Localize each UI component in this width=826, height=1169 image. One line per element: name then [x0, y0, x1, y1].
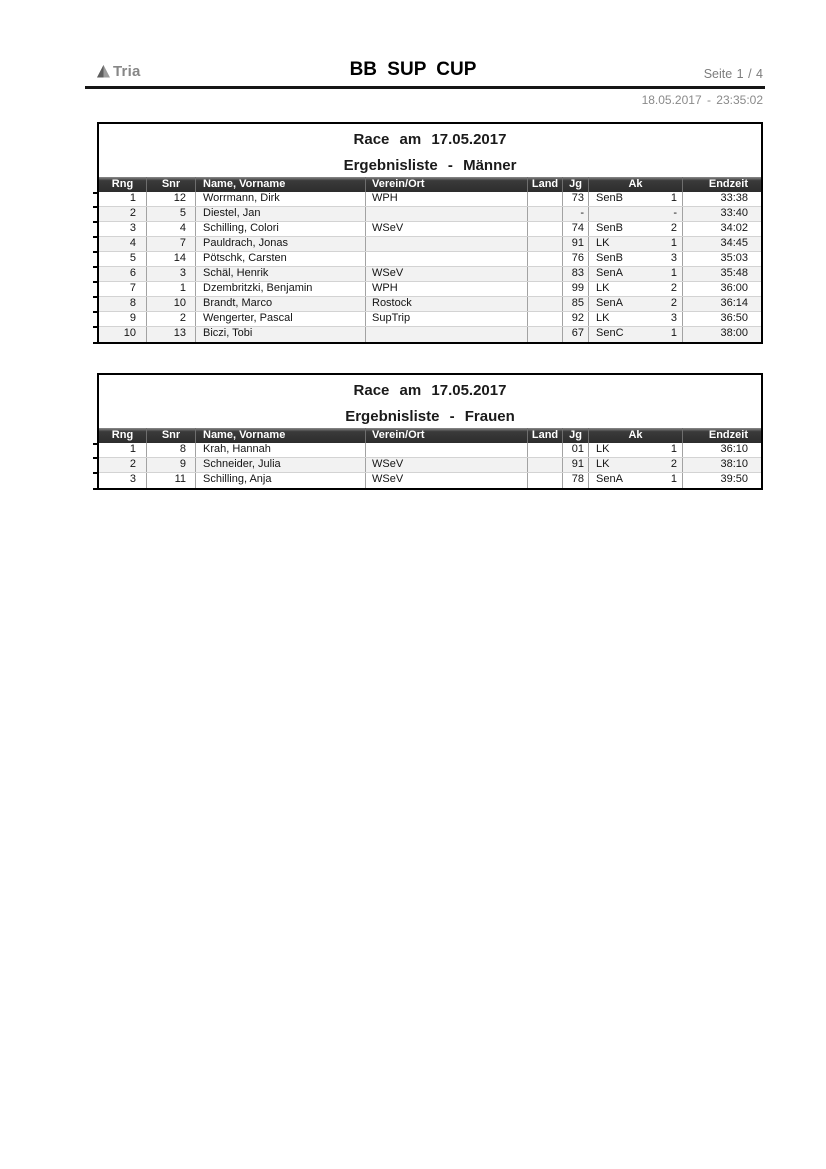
ak-rank: 1 — [670, 327, 677, 339]
cell-endzeit: 33:38 — [720, 192, 748, 204]
ak-rank: 1 — [670, 443, 677, 455]
ak-class: SenB — [596, 222, 623, 234]
table-title: Race am 17.05.2017 — [353, 131, 507, 148]
table-row — [99, 443, 761, 458]
column-header-rng: Rng — [99, 177, 147, 192]
cell-land — [528, 458, 563, 472]
cell-verein: WSeV — [366, 458, 528, 472]
column-header-verein: Verein/Ort — [366, 428, 528, 443]
cell-land — [528, 237, 563, 251]
cell-jg: 91 — [563, 458, 589, 472]
cell-endzeit: 36:00 — [720, 282, 748, 294]
ak-rank: 1 — [670, 237, 677, 249]
cell-verein: SupTrip — [366, 312, 528, 326]
column-header-snr: Snr — [147, 177, 196, 192]
cell-rng: 5 — [99, 252, 147, 266]
column-header-rng: Rng — [99, 428, 147, 443]
cell-verein: Rostock — [366, 297, 528, 311]
cell-land — [528, 443, 563, 457]
column-header-land: Land — [528, 177, 563, 192]
cell-jg: 99 — [563, 282, 589, 296]
table-row — [99, 473, 761, 488]
cell-snr: 4 — [147, 222, 196, 236]
ak-class: SenA — [596, 473, 623, 485]
cell-snr: 13 — [147, 327, 196, 342]
cell-ak — [589, 443, 683, 457]
cell-ak — [589, 207, 683, 221]
column-header-name: Name, Vorname — [196, 428, 366, 443]
ak-rank: 2 — [670, 297, 677, 309]
ak-class: SenB — [596, 252, 623, 264]
table-row — [99, 192, 761, 207]
cell-land — [528, 252, 563, 266]
cell-snr: 5 — [147, 207, 196, 221]
cell-ak — [589, 237, 683, 251]
cell-verein — [366, 237, 528, 251]
cell-endzeit: 39:50 — [720, 473, 748, 485]
cell-snr: 3 — [147, 267, 196, 281]
cell-endzeit: 34:02 — [720, 222, 748, 234]
cell-ak — [589, 312, 683, 326]
cell-snr: 1 — [147, 282, 196, 296]
cell-endzeit: 33:40 — [720, 207, 748, 219]
cell-verein — [366, 207, 528, 221]
ak-rank: - — [673, 207, 677, 219]
cell-land — [528, 282, 563, 296]
table-title-block — [99, 375, 761, 428]
ak-class: LK — [596, 443, 610, 455]
column-header-name: Name, Vorname — [196, 177, 366, 192]
column-header-ak: Ak — [589, 177, 683, 192]
cell-name: Schneider, Julia — [196, 458, 366, 472]
cell-name: Pauldrach, Jonas — [196, 237, 366, 251]
column-header-row — [99, 428, 761, 443]
cell-land — [528, 207, 563, 221]
column-header-land: Land — [528, 428, 563, 443]
cell-verein: WSeV — [366, 267, 528, 281]
cell-name: Krah, Hannah — [196, 443, 366, 457]
cell-rng: 2 — [99, 458, 147, 472]
cell-verein — [366, 443, 528, 457]
ak-class: LK — [596, 458, 610, 470]
table-rows — [99, 192, 761, 342]
tria-logo-text: Tria — [113, 63, 141, 80]
cell-ak — [589, 458, 683, 472]
cell-name: Worrmann, Dirk — [196, 192, 366, 206]
ak-rank: 1 — [670, 267, 677, 279]
document-title: BB SUP CUP — [349, 59, 477, 80]
cell-jg: 78 — [563, 473, 589, 488]
column-header-jg: Jg — [563, 428, 589, 443]
ak-rank: 3 — [670, 252, 677, 264]
cell-land — [528, 222, 563, 236]
cell-name: Schäl, Henrik — [196, 267, 366, 281]
cell-name: Pötschk, Carsten — [196, 252, 366, 266]
cell-land — [528, 312, 563, 326]
cell-jg: 01 — [563, 443, 589, 457]
cell-rng: 1 — [99, 192, 147, 206]
cell-verein: WPH — [366, 192, 528, 206]
table-rows — [99, 443, 761, 488]
cell-verein — [366, 327, 528, 342]
cell-name: Schilling, Colori — [196, 222, 366, 236]
cell-rng: 10 — [99, 327, 147, 342]
cell-name: Biczi, Tobi — [196, 327, 366, 342]
cell-jg: 74 — [563, 222, 589, 236]
ak-class: SenC — [596, 327, 624, 339]
cell-jg: 76 — [563, 252, 589, 266]
table-subtitle: Ergebnisliste - Frauen — [345, 408, 515, 425]
column-header-endzeit: Endzeit — [708, 429, 748, 441]
cell-verein — [366, 252, 528, 266]
cell-verein: WSeV — [366, 473, 528, 488]
table-row — [99, 312, 761, 327]
table-title-block — [99, 124, 761, 177]
cell-snr: 12 — [147, 192, 196, 206]
cell-rng: 3 — [99, 222, 147, 236]
cell-rng: 1 — [99, 443, 147, 457]
ak-class: SenA — [596, 297, 623, 309]
ak-rank: 3 — [670, 312, 677, 324]
cell-rng: 4 — [99, 237, 147, 251]
column-header-endzeit: Endzeit — [708, 178, 748, 190]
cell-endzeit: 34:45 — [720, 237, 748, 249]
ak-rank: 2 — [670, 222, 677, 234]
cell-snr: 8 — [147, 443, 196, 457]
ak-class: SenA — [596, 267, 623, 279]
cell-snr: 10 — [147, 297, 196, 311]
cell-verein: WSeV — [366, 222, 528, 236]
cell-endzeit: 36:10 — [720, 443, 748, 455]
results-table-maenner — [97, 122, 763, 344]
cell-endzeit: 35:48 — [720, 267, 748, 279]
cell-snr: 9 — [147, 458, 196, 472]
table-row — [99, 267, 761, 282]
cell-rng: 2 — [99, 207, 147, 221]
cell-jg: 83 — [563, 267, 589, 281]
column-header-jg: Jg — [563, 177, 589, 192]
table-row — [99, 252, 761, 267]
cell-ak — [589, 192, 683, 206]
cell-endzeit: 38:10 — [720, 458, 748, 470]
cell-jg: 67 — [563, 327, 589, 342]
table-subtitle: Ergebnisliste - Männer — [343, 157, 517, 174]
cell-rng: 8 — [99, 297, 147, 311]
ak-rank: 1 — [670, 192, 677, 204]
cell-name: Dzembritzki, Benjamin — [196, 282, 366, 296]
column-header-ak: Ak — [589, 428, 683, 443]
cell-land — [528, 327, 563, 342]
table-title: Race am 17.05.2017 — [353, 382, 507, 399]
cell-name: Brandt, Marco — [196, 297, 366, 311]
cell-land — [528, 192, 563, 206]
cell-ak — [589, 222, 683, 236]
results-tables-container — [97, 122, 763, 490]
cell-rng: 7 — [99, 282, 147, 296]
column-header-snr: Snr — [147, 428, 196, 443]
table-row — [99, 297, 761, 312]
cell-ak — [589, 297, 683, 311]
ak-rank: 1 — [670, 473, 677, 485]
ak-rank: 2 — [670, 282, 677, 294]
ak-class: LK — [596, 282, 610, 294]
cell-land — [528, 473, 563, 488]
cell-name: Schilling, Anja — [196, 473, 366, 488]
cell-name: Wengerter, Pascal — [196, 312, 366, 326]
ak-class: LK — [596, 312, 610, 324]
cell-ak — [589, 267, 683, 281]
cell-ak — [589, 252, 683, 266]
cell-endzeit: 36:14 — [720, 297, 748, 309]
table-row — [99, 458, 761, 473]
cell-jg: 92 — [563, 312, 589, 326]
cell-endzeit: 36:50 — [720, 312, 748, 324]
ak-class: LK — [596, 237, 610, 249]
cell-ak — [589, 282, 683, 296]
cell-verein: WPH — [366, 282, 528, 296]
cell-land — [528, 297, 563, 311]
table-row — [99, 282, 761, 297]
cell-snr: 11 — [147, 473, 196, 488]
cell-snr: 7 — [147, 237, 196, 251]
table-row — [99, 207, 761, 222]
cell-jg: 91 — [563, 237, 589, 251]
ak-class: SenB — [596, 192, 623, 204]
cell-endzeit: 35:03 — [720, 252, 748, 264]
cell-ak — [589, 327, 683, 342]
cell-jg: 85 — [563, 297, 589, 311]
ak-rank: 2 — [670, 458, 677, 470]
table-row — [99, 327, 761, 342]
page-number: Seite 1 / 4 — [703, 67, 763, 81]
results-table-frauen — [97, 373, 763, 490]
cell-rng: 3 — [99, 473, 147, 488]
print-datetime: 18.05.2017 - 23:35:02 — [641, 93, 763, 107]
table-row — [99, 222, 761, 237]
cell-name: Diestel, Jan — [196, 207, 366, 221]
table-row — [99, 237, 761, 252]
cell-jg: 73 — [563, 192, 589, 206]
column-header-row — [99, 177, 761, 192]
column-header-verein: Verein/Ort — [366, 177, 528, 192]
header-rule — [85, 86, 765, 89]
cell-snr: 2 — [147, 312, 196, 326]
cell-land — [528, 267, 563, 281]
cell-ak — [589, 473, 683, 488]
cell-rng: 6 — [99, 267, 147, 281]
cell-jg: - — [563, 207, 589, 221]
cell-endzeit: 38:00 — [720, 327, 748, 339]
cell-rng: 9 — [99, 312, 147, 326]
cell-snr: 14 — [147, 252, 196, 266]
